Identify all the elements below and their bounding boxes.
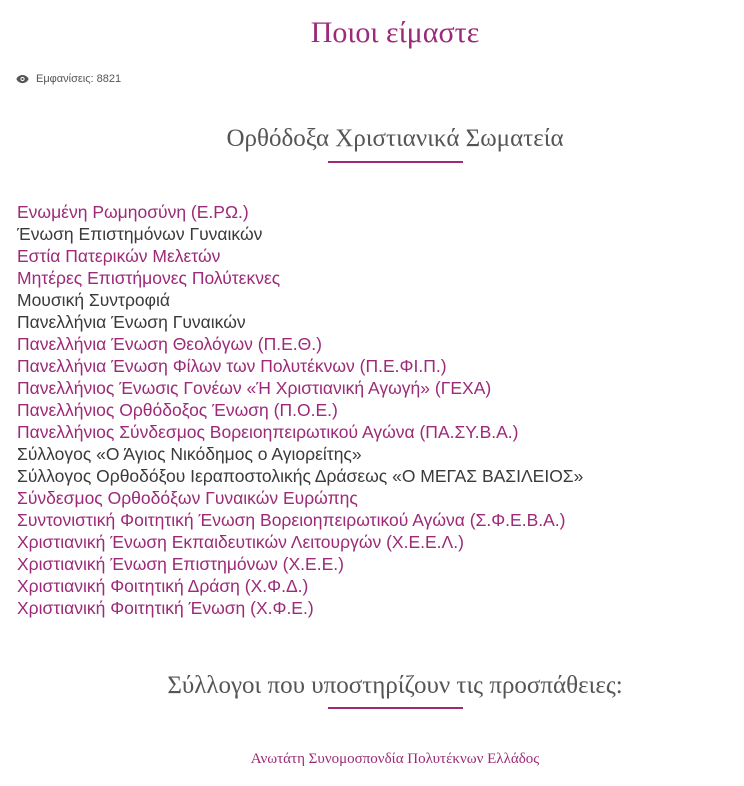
organization-item[interactable]: Χριστιανική Ένωση Εκπαιδευτικών Λειτουργών (Χ.Ε.Ε.Λ.) [17, 532, 464, 552]
supporters-section-heading: Σύλλογοι που υποστηρίζουν τις προσπάθειες: [167, 672, 623, 699]
organization-item[interactable]: Χριστιανική Φοιτητική Ένωση (Χ.Φ.Ε.) [17, 598, 314, 618]
organization-item[interactable]: Πανελλήνιος Ορθόδοξος Ένωση (Π.Ο.Ε.) [17, 400, 338, 420]
organization-item[interactable]: Πανελλήνιος Σύνδεσμος Βορειοηπειρωτικού Αγώνα (ΠΑ.ΣΥ.Β.Α.) [17, 422, 519, 442]
organization-item[interactable]: Πανελλήνιος Ένωσις Γονέων «Ή Χριστιανική Αγωγή» (ΓΕΧΑ) [17, 378, 492, 398]
supporter-link[interactable]: Ανωτάτη Συνομοσπονδία Πολυτέκνων Ελλάδος [250, 751, 540, 767]
eye-icon [16, 74, 29, 84]
organization-item[interactable]: Σύνδεσμος Ορθοδόξων Γυναικών Ευρώπης [17, 488, 358, 508]
views-label: Εμφανίσεις: 8821 [36, 73, 122, 85]
organization-item[interactable]: Χριστιανική Φοιτητική Δράση (Χ.Φ.Δ.) [17, 576, 309, 596]
orthodox-section-heading: Ορθόδοξα Χριστιανικά Σωματεία [226, 125, 564, 152]
organization-list [17, 201, 583, 619]
organization-item[interactable]: Χριστιανική Ένωση Επιστημόνων (Χ.Ε.Ε.) [17, 554, 344, 574]
organization-item[interactable]: Πανελλήνια Ένωση Θεολόγων (Π.Ε.Θ.) [17, 334, 322, 354]
page-title: Ποιοι είμαστε [310, 16, 480, 49]
organization-item: Σύλλογος «Ο Άγιος Νικόδημος ο Αγιορείτης» [17, 444, 362, 464]
organization-item[interactable]: Ενωμένη Ρωμηοσύνη (Ε.ΡΩ.) [17, 202, 249, 222]
organization-item: Μουσική Συντροφιά [17, 290, 171, 310]
views-counter [16, 73, 121, 85]
organization-item[interactable]: Συντονιστική Φοιτητική Ένωση Βορειοηπειρωτικού Αγώνα (Σ.Φ.Ε.Β.Α.) [17, 510, 566, 530]
organization-item: Ένωση Επιστημόνων Γυναικών [17, 224, 263, 244]
organization-item[interactable]: Πανελλήνια Ένωση Φίλων των Πολυτέκνων (Π.Ε.ΦΙ.Π.) [17, 356, 447, 376]
organization-item[interactable]: Μητέρες Επιστήμονες Πολύτεκνες [17, 268, 281, 288]
organization-item[interactable]: Εστία Πατερικών Μελετών [17, 246, 221, 266]
organization-item: Πανελλήνια Ένωση Γυναικών [17, 312, 246, 332]
organization-item: Σύλλογος Ορθοδόξου Ιεραποστολικής Δράσεως «Ο ΜΕΓΑΣ ΒΑΣΙΛΕΙΟΣ» [17, 466, 584, 486]
heading-underline [328, 707, 463, 709]
heading-underline [328, 161, 463, 163]
